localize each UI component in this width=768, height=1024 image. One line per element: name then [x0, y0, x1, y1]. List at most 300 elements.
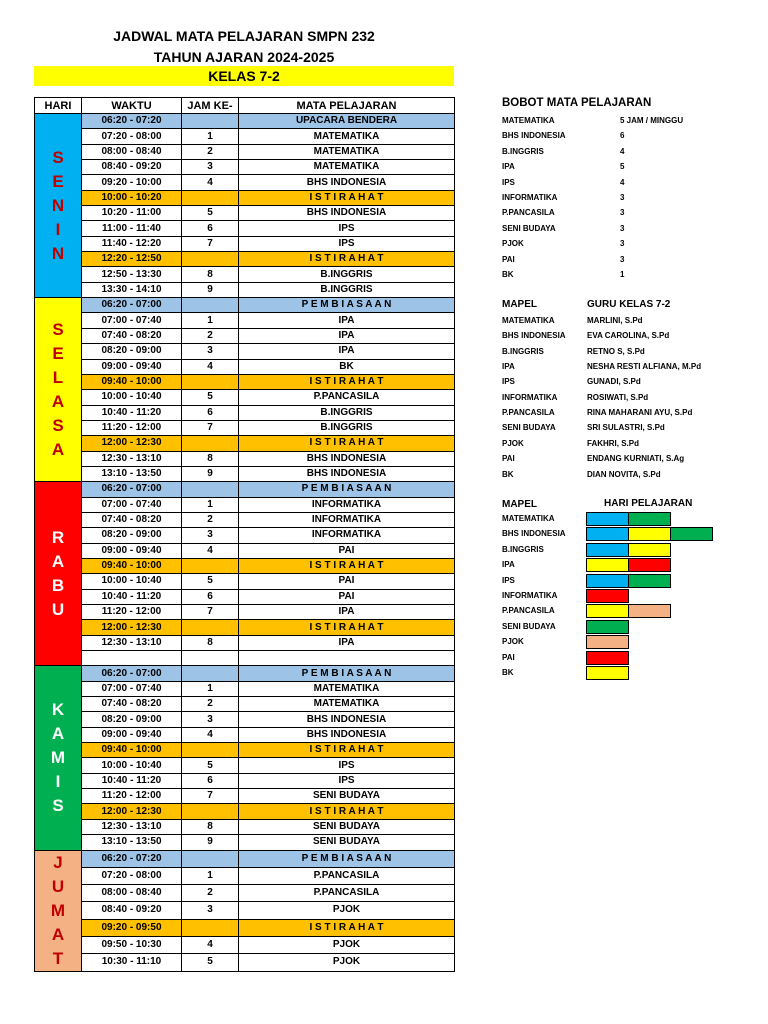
jam-cell: 1	[182, 313, 239, 328]
time-cell: 09:00 - 09:40	[82, 727, 182, 742]
guru-name: ROSIWATI, S.Pd	[587, 392, 649, 402]
day-letter: N	[51, 243, 65, 263]
guru-name: NESHA RESTI ALFIANA, M.Pd	[587, 362, 702, 372]
schedule-header-row	[35, 98, 455, 114]
jam-cell: 1	[182, 129, 239, 144]
time-cell: 11:20 - 12:00	[82, 789, 182, 804]
time-cell: 11:40 - 12:20	[82, 236, 182, 251]
hari-header-mapel: MAPEL	[502, 499, 537, 510]
schedule-row	[35, 160, 455, 175]
subject-cell: UPACARA BENDERA	[239, 114, 455, 129]
subject-cell: MATEMATIKA	[239, 160, 455, 175]
subject-cell: PAI	[239, 589, 455, 604]
jam-cell: 4	[182, 543, 239, 558]
schedule-row	[35, 328, 455, 343]
jam-cell	[182, 114, 239, 129]
jam-cell: 5	[182, 390, 239, 405]
hari-mapel: BHS INDONESIA	[502, 529, 566, 539]
jam-cell: 1	[182, 867, 239, 884]
time-cell: 08:40 - 09:20	[82, 902, 182, 919]
subject-cell	[239, 651, 455, 666]
time-cell: 10:40 - 11:20	[82, 773, 182, 788]
bobot-value: 3	[620, 254, 625, 264]
time-cell: 11:00 - 11:40	[82, 221, 182, 236]
subject-cell: MATEMATIKA	[239, 129, 455, 144]
bobot-mapel: BK	[502, 270, 514, 279]
jam-cell	[182, 298, 239, 313]
guru-header-mapel: MAPEL	[502, 299, 537, 310]
jam-cell: 5	[182, 206, 239, 221]
day-letter: L	[52, 367, 64, 387]
schedule-row	[35, 313, 455, 328]
bobot-mapel: P.PANCASILA	[502, 208, 555, 218]
time-cell: 08:20 - 09:00	[82, 528, 182, 543]
bobot-value: 3	[620, 223, 625, 233]
jam-cell	[182, 482, 239, 497]
time-cell: 08:20 - 09:00	[82, 712, 182, 727]
subject-cell: P E M B I A S A A N	[239, 298, 455, 313]
header-waktu: WAKTU	[82, 98, 182, 114]
day-letter: A	[51, 723, 65, 743]
day-cell-senin	[35, 114, 82, 298]
time-cell: 07:00 - 07:40	[82, 497, 182, 512]
subject-cell: SENI BUDAYA	[239, 835, 455, 850]
schedule-row	[35, 666, 455, 681]
jam-cell: 6	[182, 405, 239, 420]
subject-cell: IPS	[239, 236, 455, 251]
schedule-row	[35, 359, 455, 374]
subject-cell: I S T I R A H A T	[239, 919, 455, 936]
day-block-jumat	[628, 604, 671, 618]
subject-cell: SENI BUDAYA	[239, 819, 455, 834]
guru-name: RETNO S, S.Pd	[587, 346, 645, 356]
time-cell: 12:30 - 13:10	[82, 819, 182, 834]
schedule-row	[35, 819, 455, 834]
page-subtitle: TAHUN AJARAN 2024-2025	[153, 49, 335, 65]
schedule-row	[35, 712, 455, 727]
schedule-row	[35, 344, 455, 359]
schedule-row	[35, 252, 455, 267]
time-cell: 10:00 - 10:40	[82, 390, 182, 405]
bobot-mapel: IPS	[502, 177, 515, 187]
guru-name: EVA CAROLINA, S.Pd	[587, 331, 670, 341]
subject-cell: IPA	[239, 605, 455, 620]
bobot-mapel: PJOK	[502, 239, 524, 249]
time-cell: 12:50 - 13:30	[82, 267, 182, 282]
guru-mapel: PAI	[502, 454, 515, 464]
jam-cell	[182, 620, 239, 635]
schedule-row	[35, 267, 455, 282]
guru-name: RINA MAHARANI AYU, S.Pd	[587, 408, 693, 418]
subject-cell: INFORMATIKA	[239, 512, 455, 527]
time-cell: 09:20 - 10:00	[82, 175, 182, 190]
subject-cell: P E M B I A S A A N	[239, 850, 455, 867]
jam-cell: 7	[182, 789, 239, 804]
day-cell-kamis	[35, 666, 82, 850]
subject-cell: PAI	[239, 543, 455, 558]
bobot-mapel: PAI	[502, 254, 515, 264]
schedule-table	[34, 97, 455, 972]
day-block-selasa	[586, 666, 629, 680]
schedule-row	[35, 697, 455, 712]
subject-cell: I S T I R A H A T	[239, 374, 455, 389]
jam-cell: 2	[182, 144, 239, 159]
jam-cell: 1	[182, 497, 239, 512]
schedule-row	[35, 451, 455, 466]
jam-cell: 7	[182, 605, 239, 620]
jam-cell: 4	[182, 936, 239, 953]
bobot-value: 4	[620, 177, 625, 187]
time-cell: 07:00 - 07:40	[82, 681, 182, 696]
schedule-row	[35, 919, 455, 936]
subject-cell: IPS	[239, 221, 455, 236]
subject-cell: INFORMATIKA	[239, 528, 455, 543]
schedule-row	[35, 885, 455, 902]
day-block-kamis	[586, 620, 629, 634]
schedule-row	[35, 144, 455, 159]
schedule-row	[35, 867, 455, 884]
time-cell: 09:00 - 09:40	[82, 543, 182, 558]
schedule-row	[35, 129, 455, 144]
subject-cell: P.PANCASILA	[239, 867, 455, 884]
subject-cell: IPA	[239, 635, 455, 650]
time-cell: 12:20 - 12:50	[82, 252, 182, 267]
guru-mapel: IPA	[502, 362, 515, 372]
day-letter: R	[51, 527, 65, 547]
hari-header-title: HARI PELAJARAN	[604, 498, 693, 509]
schedule-row	[35, 902, 455, 919]
day-block-selasa	[586, 604, 629, 618]
subject-cell: P.PANCASILA	[239, 885, 455, 902]
guru-name: DIAN NOVITA, S.Pd	[587, 469, 661, 479]
day-letter: S	[52, 147, 64, 167]
subject-cell: B.INGGRIS	[239, 267, 455, 282]
day-letter: A	[51, 391, 65, 411]
hari-mapel: IPA	[502, 560, 515, 570]
day-letter: I	[55, 219, 61, 239]
subject-cell: I S T I R A H A T	[239, 558, 455, 573]
day-letter: S	[52, 415, 64, 435]
time-cell: 08:00 - 08:40	[82, 885, 182, 902]
subject-cell: MATEMATIKA	[239, 697, 455, 712]
subject-cell: P E M B I A S A A N	[239, 666, 455, 681]
day-block-senin	[586, 574, 629, 588]
time-cell: 07:40 - 08:20	[82, 512, 182, 527]
jam-cell	[182, 919, 239, 936]
day-letter: B	[51, 575, 65, 595]
time-cell: 08:00 - 08:40	[82, 144, 182, 159]
bobot-mapel: SENI BUDAYA	[502, 223, 556, 233]
time-cell: 06:20 - 07:00	[82, 482, 182, 497]
time-cell: 10:00 - 10:20	[82, 190, 182, 205]
day-cell-selasa	[35, 298, 82, 482]
schedule-row	[35, 635, 455, 650]
bobot-mapel: BHS INDONESIA	[502, 131, 566, 141]
guru-mapel: B.INGGRIS	[502, 346, 544, 356]
jam-cell: 3	[182, 160, 239, 175]
hari-mapel: BK	[502, 668, 514, 677]
schedule-row	[35, 681, 455, 696]
guru-name: SRI SULASTRI, S.Pd	[587, 423, 665, 433]
bobot-value: 6	[620, 131, 625, 141]
jam-cell: 8	[182, 267, 239, 282]
schedule-row	[35, 850, 455, 867]
schedule-row	[35, 482, 455, 497]
time-cell: 06:20 - 07:00	[82, 666, 182, 681]
day-block-kamis	[670, 527, 713, 541]
day-letter: A	[51, 924, 65, 944]
jam-cell: 4	[182, 359, 239, 374]
day-letter: S	[52, 319, 64, 339]
guru-mapel: BHS INDONESIA	[502, 331, 566, 341]
schedule-row	[35, 190, 455, 205]
header-hari: HARI	[35, 98, 82, 114]
jam-cell	[182, 374, 239, 389]
jam-cell: 2	[182, 885, 239, 902]
subject-cell: MATEMATIKA	[239, 681, 455, 696]
day-letter: M	[50, 747, 66, 767]
day-block-jumat	[586, 635, 629, 649]
jam-cell	[182, 190, 239, 205]
time-cell: 13:10 - 13:50	[82, 835, 182, 850]
time-cell: 09:40 - 10:00	[82, 374, 182, 389]
schedule-row	[35, 405, 455, 420]
subject-cell: BHS INDONESIA	[239, 727, 455, 742]
time-cell: 10:40 - 11:20	[82, 405, 182, 420]
day-block-kamis	[628, 574, 671, 588]
time-cell: 06:20 - 07:20	[82, 114, 182, 129]
subject-cell: IPS	[239, 758, 455, 773]
jam-cell: 7	[182, 236, 239, 251]
day-block-senin	[586, 512, 629, 526]
schedule-row	[35, 528, 455, 543]
day-block-rabu	[628, 558, 671, 572]
subject-cell: I S T I R A H A T	[239, 252, 455, 267]
bobot-value: 3	[620, 208, 625, 218]
jam-cell	[182, 558, 239, 573]
hari-mapel: P.PANCASILA	[502, 606, 555, 616]
guru-mapel: IPS	[502, 377, 515, 387]
jam-cell: 2	[182, 512, 239, 527]
subject-cell: PJOK	[239, 902, 455, 919]
subject-cell: P E M B I A S A A N	[239, 482, 455, 497]
guru-name: FAKHRI, S.Pd	[587, 438, 640, 448]
time-cell: 10:30 - 11:10	[82, 954, 182, 971]
time-cell: 07:00 - 07:40	[82, 313, 182, 328]
time-cell: 09:40 - 10:00	[82, 558, 182, 573]
subject-cell: BHS INDONESIA	[239, 451, 455, 466]
subject-cell: P.PANCASILA	[239, 390, 455, 405]
day-block-senin	[586, 527, 629, 541]
bobot-mapel: INFORMATIKA	[502, 193, 558, 202]
schedule-row	[35, 743, 455, 758]
schedule-row	[35, 206, 455, 221]
time-cell: 09:00 - 09:40	[82, 359, 182, 374]
day-letter: E	[52, 171, 64, 191]
subject-cell: PJOK	[239, 954, 455, 971]
day-block-kamis	[628, 512, 671, 526]
hari-mapel: SENI BUDAYA	[502, 621, 556, 631]
jam-cell	[182, 436, 239, 451]
time-cell: 08:40 - 09:20	[82, 160, 182, 175]
bobot-value: 5 JAM / MINGGU	[620, 116, 684, 125]
jam-cell: 3	[182, 712, 239, 727]
schedule-row	[35, 574, 455, 589]
jam-cell: 8	[182, 635, 239, 650]
jam-cell: 7	[182, 420, 239, 435]
jam-cell	[182, 804, 239, 819]
schedule-row	[35, 558, 455, 573]
day-letter: J	[53, 852, 63, 872]
subject-cell: I S T I R A H A T	[239, 436, 455, 451]
day-cell-rabu	[35, 482, 82, 666]
jam-cell: 5	[182, 954, 239, 971]
bobot-mapel: IPA	[502, 162, 515, 172]
jam-cell	[182, 252, 239, 267]
guru-mapel: SENI BUDAYA	[502, 423, 556, 433]
schedule-row	[35, 236, 455, 251]
day-block-selasa	[628, 527, 671, 541]
day-letter: E	[52, 343, 64, 363]
page-title: JADWAL MATA PELAJARAN SMPN 232	[113, 28, 375, 44]
subject-cell: BHS INDONESIA	[239, 175, 455, 190]
subject-cell: INFORMATIKA	[239, 497, 455, 512]
subject-cell: IPA	[239, 328, 455, 343]
time-cell	[82, 651, 182, 666]
jam-cell	[182, 850, 239, 867]
schedule-row	[35, 175, 455, 190]
jam-cell: 9	[182, 282, 239, 297]
day-letter: U	[51, 599, 65, 619]
schedule-row	[35, 620, 455, 635]
schedule-row	[35, 543, 455, 558]
jam-cell: 5	[182, 574, 239, 589]
schedule-row	[35, 466, 455, 481]
schedule-row	[35, 651, 455, 666]
time-cell: 11:20 - 12:00	[82, 420, 182, 435]
subject-cell: B.INGGRIS	[239, 282, 455, 297]
subject-cell: I S T I R A H A T	[239, 804, 455, 819]
schedule-row	[35, 114, 455, 129]
time-cell: 10:20 - 11:00	[82, 206, 182, 221]
guru-mapel: P.PANCASILA	[502, 408, 555, 418]
jam-cell: 2	[182, 328, 239, 343]
guru-header-guru: GURU KELAS 7-2	[587, 299, 671, 310]
subject-cell: B.INGGRIS	[239, 420, 455, 435]
day-block-rabu	[586, 651, 629, 665]
schedule-row	[35, 727, 455, 742]
time-cell: 09:40 - 10:00	[82, 743, 182, 758]
schedule-row	[35, 436, 455, 451]
jam-cell: 6	[182, 589, 239, 604]
day-letter: A	[51, 551, 65, 571]
time-cell: 12:30 - 13:10	[82, 451, 182, 466]
schedule-row	[35, 221, 455, 236]
subject-cell: PJOK	[239, 936, 455, 953]
schedule-row	[35, 497, 455, 512]
subject-cell: IPA	[239, 344, 455, 359]
subject-cell: PAI	[239, 574, 455, 589]
subject-cell: I S T I R A H A T	[239, 743, 455, 758]
hari-mapel: PAI	[502, 652, 515, 662]
subject-cell: BHS INDONESIA	[239, 206, 455, 221]
schedule-row	[35, 789, 455, 804]
schedule-row	[35, 282, 455, 297]
schedule-row	[35, 804, 455, 819]
bobot-mapel: MATEMATIKA	[502, 116, 555, 125]
jam-cell: 8	[182, 819, 239, 834]
hari-mapel: MATEMATIKA	[502, 514, 555, 523]
jam-cell: 6	[182, 221, 239, 236]
subject-cell: MATEMATIKA	[239, 144, 455, 159]
bobot-value: 1	[620, 270, 625, 279]
day-letter: M	[50, 900, 66, 920]
jam-cell: 1	[182, 681, 239, 696]
subject-cell: B.INGGRIS	[239, 405, 455, 420]
schedule-row	[35, 954, 455, 971]
schedule-row	[35, 374, 455, 389]
hari-mapel: IPS	[502, 575, 515, 585]
bobot-value: 3	[620, 239, 625, 249]
day-letter: I	[55, 771, 61, 791]
jam-cell: 9	[182, 835, 239, 850]
guru-name: MARLINI, S.Pd	[587, 316, 643, 325]
time-cell: 10:00 - 10:40	[82, 574, 182, 589]
day-block-senin	[586, 543, 629, 557]
jam-cell: 3	[182, 344, 239, 359]
jam-cell: 5	[182, 758, 239, 773]
jam-cell: 4	[182, 727, 239, 742]
time-cell: 07:40 - 08:20	[82, 697, 182, 712]
time-cell: 12:00 - 12:30	[82, 620, 182, 635]
schedule-row	[35, 773, 455, 788]
subject-cell: SENI BUDAYA	[239, 789, 455, 804]
subject-cell: BK	[239, 359, 455, 374]
day-letter: S	[52, 795, 64, 815]
hari-mapel: B.INGGRIS	[502, 544, 544, 554]
subject-cell: I S T I R A H A T	[239, 190, 455, 205]
time-cell: 09:20 - 09:50	[82, 919, 182, 936]
subject-cell: IPA	[239, 313, 455, 328]
jam-cell: 4	[182, 175, 239, 190]
day-letter: K	[51, 699, 65, 719]
time-cell: 08:20 - 09:00	[82, 344, 182, 359]
schedule-row	[35, 758, 455, 773]
day-letter: N	[51, 195, 65, 215]
class-label: KELAS 7-2	[34, 66, 454, 86]
guru-mapel: INFORMATIKA	[502, 392, 558, 402]
day-cell-jumat	[35, 850, 82, 971]
header-jam: JAM KE-	[182, 98, 239, 114]
jam-cell	[182, 666, 239, 681]
day-block-rabu	[586, 589, 629, 603]
schedule-row	[35, 936, 455, 953]
subject-cell: BHS INDONESIA	[239, 466, 455, 481]
schedule-row	[35, 298, 455, 313]
time-cell: 07:20 - 08:00	[82, 129, 182, 144]
bobot-value: 4	[620, 146, 625, 156]
bobot-value: 3	[620, 193, 625, 202]
day-block-selasa	[586, 558, 629, 572]
hari-mapel: PJOK	[502, 637, 524, 647]
day-letter: T	[52, 948, 64, 968]
guru-mapel: MATEMATIKA	[502, 316, 555, 325]
jam-cell: 3	[182, 902, 239, 919]
guru-name: ENDANG KURNIATI, S.Ag	[587, 454, 685, 464]
day-block-selasa	[628, 543, 671, 557]
subject-cell: IPS	[239, 773, 455, 788]
day-letter: A	[51, 439, 65, 459]
